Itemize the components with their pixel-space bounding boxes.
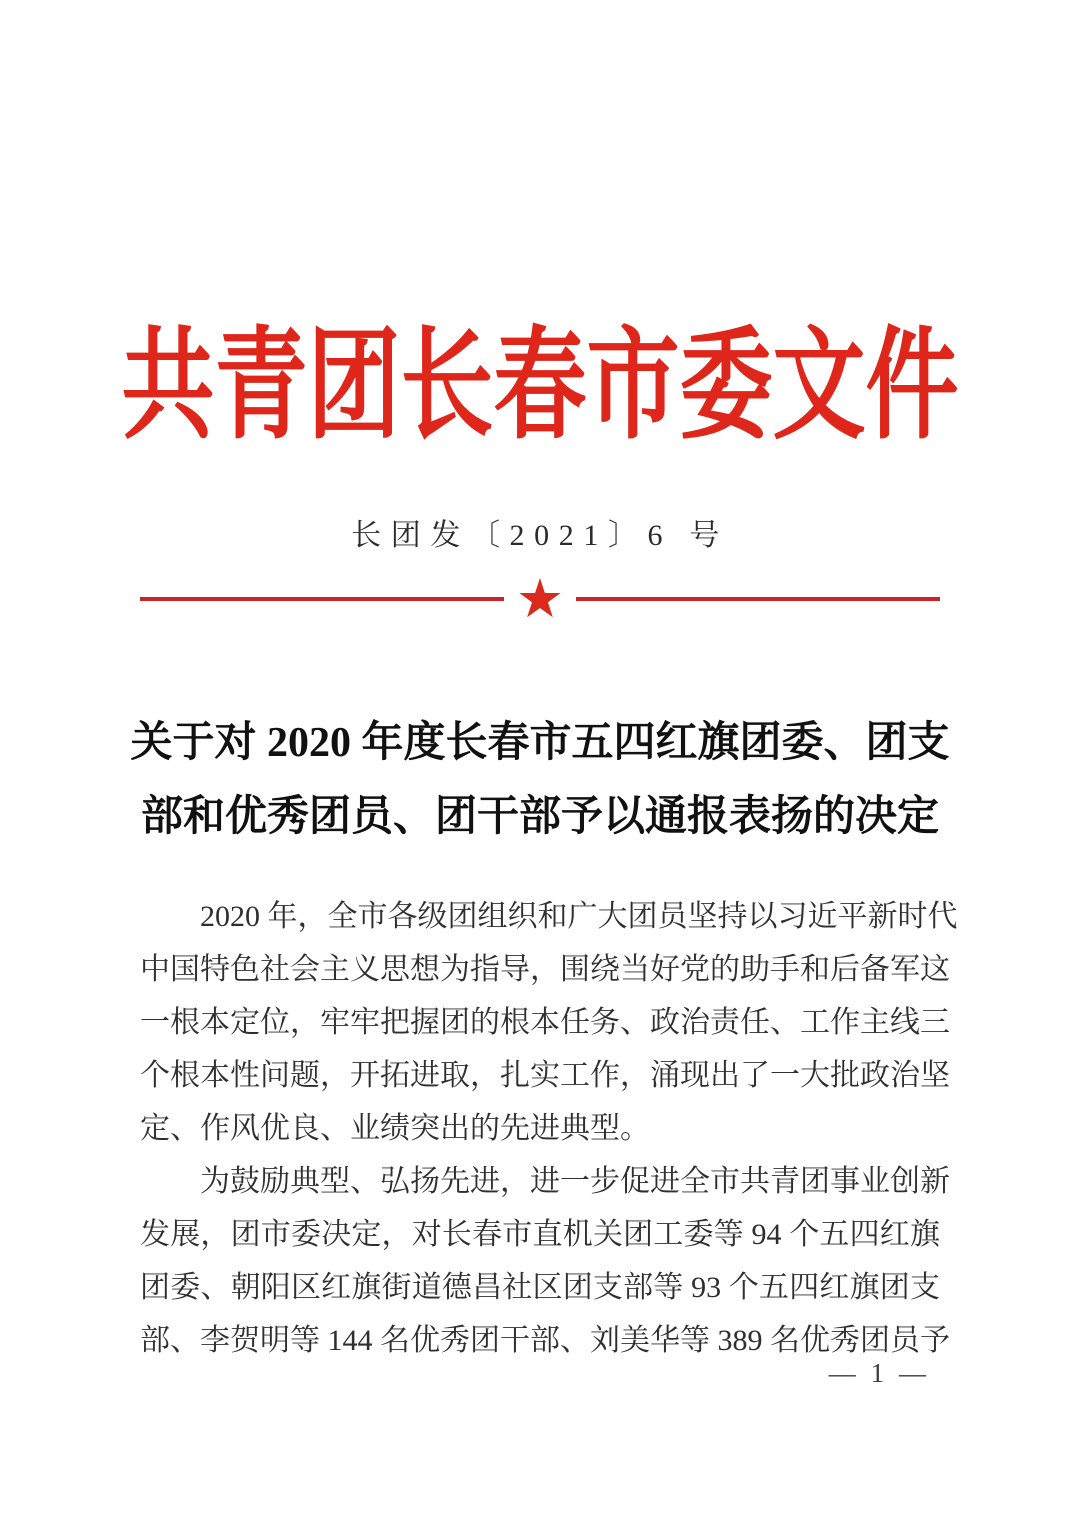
divider-line-left (140, 597, 504, 601)
body-line: 部、李贺明等 144 名优秀团干部、刘美华等 389 名优秀团员予 (140, 1324, 950, 1357)
document-title (110, 706, 970, 854)
document-title-line-2: 部和优秀团员、团干部予以通报表扬的决定 (140, 794, 939, 840)
body-line: 2020 年，全市各级团组织和广大团员坚持以习近平新时代 (200, 900, 958, 933)
body-line: 个根本性问题，开拓进取，扎实工作，涌现出了一大批政治坚 (140, 1059, 950, 1092)
body-line: 中国特色社会主义思想为指导，围绕当好党的助手和后备军这 (140, 953, 950, 986)
document-title-line-1: 关于对 2020 年度长春市五四红旗团委、团支 (130, 720, 950, 766)
red-star-icon: ★ (515, 567, 565, 630)
body-line: 一根本定位，牢牢把握团的根本任务、政治责任、工作主线三 (140, 1006, 950, 1039)
body-line: 发展，团市委决定，对长春市直机关团工委等 94 个五四红旗 (140, 1218, 940, 1251)
page-number: — 1 — (828, 1358, 930, 1388)
body-line: 团委、朝阳区红旗街道德昌社区团支部等 93 个五四红旗团支 (140, 1271, 940, 1304)
body-line: 定、作风优良、业绩突出的先进典型。 (140, 1112, 650, 1145)
document-number: 长团发〔2021〕6 号 (351, 519, 729, 552)
divider-line-right (576, 597, 940, 601)
document-masthead-title: 共青团长春市委文件 (121, 320, 959, 455)
document-body (140, 890, 958, 1367)
header-divider (140, 567, 940, 630)
body-line: 为鼓励典型、弘扬先进，进一步促进全市共青团事业创新 (200, 1165, 950, 1198)
